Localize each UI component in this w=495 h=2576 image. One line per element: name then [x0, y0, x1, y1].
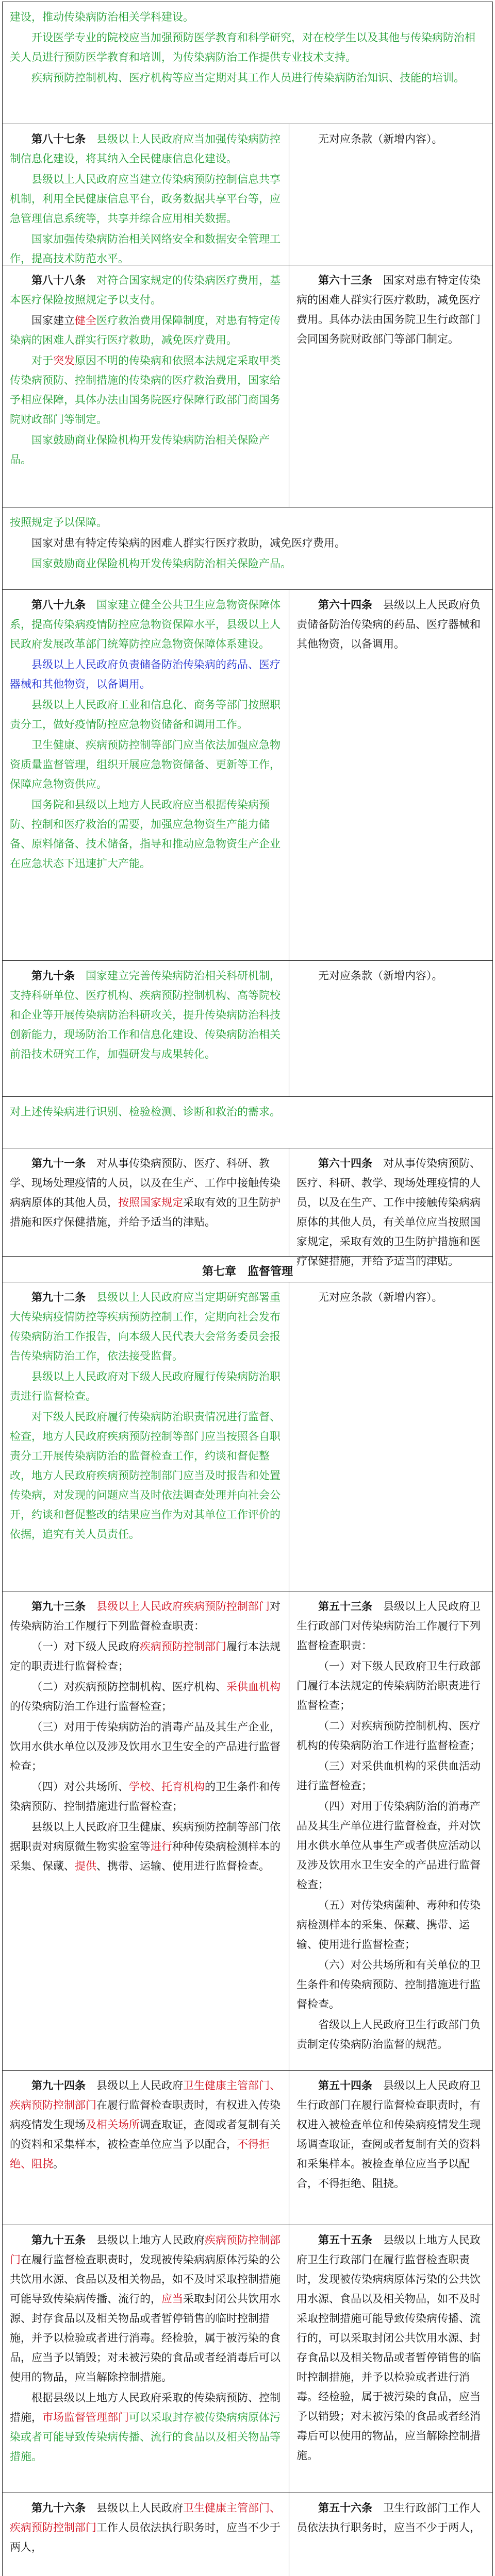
text-segment: 种种传染病检测样本的采集、保藏、 [10, 1840, 280, 1872]
paragraph [10, 1154, 282, 1232]
merged-cell [3, 1097, 492, 1148]
paragraph [10, 1777, 282, 1816]
article-number: 第九十五条 [31, 2233, 86, 2246]
text-segment: 县级以上人民政府应当加强传染病防控制信息化建设，将其纳入全民健康信息化建设。 [10, 133, 280, 165]
paragraph [10, 1287, 282, 1366]
new-law-cell [3, 1282, 289, 1591]
text-segment: 可以采取封存被传染病病原体污染或者可能导致传染病传播、流行的食品以及相关物品等措施。 [10, 2411, 280, 2463]
paragraph [10, 2388, 282, 2466]
paragraph [10, 2498, 282, 2557]
paragraph [296, 1154, 485, 1271]
text-segment: 、携带、运输、使用进行监督检查。 [96, 1860, 270, 1872]
table-row [3, 1148, 492, 1267]
text-segment: 对于 [31, 354, 53, 367]
article-number: 第五十六条 [318, 2501, 372, 2514]
text-segment: 县级以上人民政府 [86, 2502, 183, 2514]
text-segment: （五）对传染病菌种、毒种和传染病检测样本的采集、保藏、携带、运输、使用进行监督检查； [296, 1899, 481, 1951]
paragraph [10, 1817, 282, 1876]
text-segment: （一）对下级人民政府卫生行政部门履行本法规定的传染病防治职责进行监督检查； [296, 1660, 481, 1711]
text-segment: （四）对公共场所、 [31, 1781, 129, 1793]
paragraph [10, 1102, 485, 1122]
paragraph [10, 655, 282, 694]
table-row [3, 124, 492, 265]
text-segment: 采供血机构 [226, 1681, 280, 1693]
text-segment: 卫生行政部门工作人员依法执行职务时，应当不少于两人， [296, 2502, 481, 2534]
text-segment: 工作人员依法执行职务时，应当不少于两人， [10, 2521, 280, 2553]
text-segment: 国务院和县级以上地方人民政府应当根据传染病预防、控制和医疗救治的需要，加强应急物资生产能力储备、原料储备、技术储备，指导和推动应急物资生产企业在应急状态下迅速扩大产能。 [10, 799, 280, 870]
text-segment: 无对应条款（新增内容）。 [318, 133, 443, 145]
article-number: 第五十三条 [318, 1600, 372, 1613]
old-law-cell [289, 265, 492, 507]
text-segment: 原因不明的传染病和依照本法规定采取甲类传染病预防、控制措施的传染病的医疗救治费用，国家给予相应保障，具体办法由国务院医疗保障行政部门商国务院财政部门等制定。 [10, 354, 280, 426]
paragraph [10, 229, 282, 268]
merged-cell [3, 2, 492, 124]
old-law-cell [289, 1282, 492, 1591]
article-number: 第八十七条 [31, 132, 86, 145]
table-row [3, 2, 492, 124]
text-segment: 县级以上人民政府 [86, 2079, 183, 2092]
paragraph [296, 1656, 485, 1715]
text-segment: 突发 [53, 354, 75, 367]
article-number: 第六十四条 [318, 1157, 372, 1170]
text-segment: 市场监督管理部门 [42, 2411, 129, 2424]
paragraph [296, 2076, 485, 2193]
paragraph [10, 351, 282, 429]
new-law-cell [3, 1591, 289, 2070]
paragraph [10, 430, 282, 469]
text-segment: 县级以上人民政府卫生行政部门对传染病防治工作履行下列监督检查职责： [296, 1600, 481, 1652]
text-segment: 国家加强传染病防治相关网络安全和数据安全管理工作，提高技术防范水平。 [10, 233, 280, 265]
old-law-cell [289, 1148, 492, 1267]
paragraph [296, 2015, 485, 2054]
text-segment: 提供 [75, 1860, 96, 1872]
text-segment: 县级以上人民政府疾病预防控制部门 [96, 1600, 270, 1613]
text-segment: 按照规定予以保障。 [10, 516, 107, 529]
text-segment: 根据县级以上地方人民政府采取的传染病预防、控制措施， [10, 2392, 280, 2424]
text-segment: （二）对疾病预防控制机构、医疗机构、 [31, 1681, 226, 1693]
paragraph [296, 129, 485, 149]
table-row [3, 1282, 492, 1591]
chapter-heading: 第七章 监督管理 [202, 1265, 293, 1278]
new-law-cell [3, 2071, 289, 2225]
paragraph [296, 270, 485, 349]
text-segment: 县级以上人民政府负责储备防治传染病的药品、医疗器械和其他物资，以备调用。 [10, 658, 280, 690]
old-law-cell [289, 2493, 492, 2576]
paragraph [296, 966, 485, 986]
article-number: 第六十三条 [318, 274, 372, 286]
text-segment: 县级以上人民政府工业和信息化、商务等部门按照职责分工，做好疫情防控应急物资储备和调用工作。 [10, 699, 280, 731]
old-law-cell [289, 124, 492, 265]
paragraph [10, 2230, 282, 2387]
text-segment: 医疗救治费用保障制度，对患有特定传染病的困难人群实行医疗救助，减免医疗费用。 [10, 314, 280, 346]
article-number: 第九十三条 [31, 1600, 86, 1613]
table-row [3, 1256, 492, 1282]
text-segment: 县级以上人民政府卫生健康、疾病预防控制等部门依据职责对病原微生物实验室等 [10, 1821, 280, 1853]
text-segment: 。 [53, 2158, 64, 2170]
text-segment: 县级以上人民政府对下级人民政府履行传染病防治职责进行监督检查。 [10, 1370, 280, 1402]
article-number: 第八十八条 [31, 274, 86, 286]
new-law-cell [3, 961, 289, 1096]
paragraph [296, 1287, 485, 1307]
text-segment: 及相关场所 [86, 2119, 140, 2131]
text-segment: 采取有效的卫生防护措施和医疗保健措施，并给予适当的津贴。 [10, 1196, 280, 1228]
paragraph [296, 1955, 485, 2014]
paragraph [10, 1717, 282, 1776]
paragraph [10, 2076, 282, 2174]
comparison-table [2, 2, 493, 2576]
table-row [3, 2493, 492, 2576]
text-segment: 卫生健康、疾病预防控制等部门应当依法加强应急物资质量监督管理，组织开展应急物资储备、更新等工作，保障应急物资供应。 [10, 739, 280, 790]
paragraph [10, 7, 485, 27]
table-row [3, 265, 492, 507]
new-law-cell [3, 590, 289, 960]
paragraph [10, 1677, 282, 1716]
text-segment: 对上述传染病进行识别、检验检测、诊断和救治的需求。 [10, 1106, 280, 1118]
text-segment: 对传染病防治工作履行下列监督检查职责： [10, 1600, 280, 1632]
text-segment: 国家建立健全公共卫生应急物资保障体系，提高传染病疫情防控应急物资保障水平，县级以上人民政府发展改革部门统筹防控应急物资保障体系建设。 [10, 599, 280, 650]
text-segment: （三）对采供血机构的采供血活动进行监督检查； [296, 1760, 481, 1792]
paragraph [296, 1597, 485, 1655]
text-segment: 在履行监督检查职责时，发现被传染病病原体污染的公共饮用水源、食品以及相关物品，如不及时采取控制措施可能导致传染病传播、流行的， [10, 2253, 280, 2305]
text-segment: 应当 [161, 2293, 183, 2305]
article-number: 第九十六条 [31, 2501, 86, 2514]
text-segment: 按照国家规定 [118, 1196, 183, 1209]
text-segment: 国家鼓励商业保险机构开发传染病防治相关保险产品。 [10, 434, 270, 466]
text-segment: 疾病预防控制部门 [10, 2234, 280, 2266]
text-segment: 开设医学专业的院校应当加强预防医学教育和科学研究，对在校学生以及其他与传染病防治相关人员进行预防医学教育和培训，为传染病防治工作提供专业技术支持。 [10, 31, 475, 63]
paragraph [10, 513, 485, 532]
paragraph [10, 795, 282, 873]
text-segment: 在履行监督检查职责时，有权进入传染病疫情发生现场 [10, 2099, 280, 2131]
paragraph [10, 595, 282, 654]
text-segment: （三）对用于传染病防治的消毒产品及其生产企业，饮用水供水单位以及涉及饮用水卫生安全的产品进行监督检查； [10, 1721, 280, 1772]
text-segment: 国家建立完善传染病防治相关科研机制，支持科研单位、医疗机构、疾病预防控制机构、高等院校和企业等开展传染病防治科研攻关，提升传染病防治科技创新能力，现场防治工作和信息化建设、传染病防治相关前沿技术研究工作，加强研发与成果转化。 [10, 970, 280, 1060]
article-number: 第九十一条 [31, 1157, 86, 1170]
text-segment: 的传染病防治工作进行监督检查； [10, 1700, 172, 1713]
paragraph [10, 554, 485, 573]
text-segment: （六）对公共场所和有关单位的卫生条件和传染病预防、控制措施进行监督检查。 [296, 1959, 481, 2010]
text-segment: 省级以上人民政府卫生行政部门负责制定传染病防治监督的规范。 [296, 2019, 481, 2050]
new-law-cell [3, 265, 289, 507]
text-segment: 县级以上地方人民政府卫生行政部门在履行监督检查职责时，发现被传染病病原体污染的公共饮用水源、食品以及相关物品，如不及时采取控制措施可能导致传染病传播、流行的，可以采取封闭公共饮用水源、封存食品以及相关物品或者暂停销售的临时控制措施，并予以检验或者进行消毒。经检验，属于被污染的食品，应当予以销毁；对未被污染的食品或者经消毒后可以使用的物品，应当解除控制措施。 [296, 2234, 481, 2462]
table-row [3, 589, 492, 960]
text-segment: 对符合国家规定的传染病医疗费用，基本医疗保险按照规定予以支付。 [10, 274, 280, 306]
text-segment: 国家建立 [31, 314, 75, 327]
text-segment: 对下级人民政府履行传染病防治职责情况进行监督、检查，地方人民政府疾病预防控制等部门应当按照各自职责分工开展传染病防治的监督检查工作，约谈和督促整改，地方人民政府疾病预防控制部门应当及时报告和处置传染病，对发现的问题应当及时依法调查处理并向社会公开，约谈和督促整改的结果应当作为对其单位工作评价的依据，追究有关人员责任。 [10, 1411, 280, 1540]
text-segment: 县级以上人民政府卫生行政部门在履行监督检查职责时，有权进入被检查单位和传染病疫情发生现场调查取证，查阅或者复制有关的资料和采集样本。被检查单位应当予以配合，不得拒绝、阻挠。 [296, 2079, 481, 2190]
text-segment: 县级以上人民政府应当建立传染病预防控制信息共享机制，利用全民健康信息平台，政务数据共享平台等，应急管理信息系统等，共享并综合应用相关数据。 [10, 173, 280, 225]
text-segment: 卫生健康主管部门、疾病预防控制部门 [10, 2502, 280, 2534]
text-segment: 无对应条款（新增内容）。 [318, 1291, 443, 1303]
table-row [3, 960, 492, 1096]
text-segment: 卫生健康主管部门、疾病预防控制部门 [10, 2079, 280, 2111]
paragraph [10, 1637, 282, 1676]
text-segment: 采取封闭公共饮用水源、封存食品以及相关物品或者暂停销售的临时控制措施，并予以检验或者进行消毒。经检验，属于被污染的食品，应当予以销毁；对未被污染的食品或者经消毒后可以使用的物品，应当解除控制措施。 [10, 2293, 280, 2383]
text-segment: 学校、托育机构 [129, 1781, 205, 1793]
paragraph [10, 966, 282, 1064]
table-row [3, 507, 492, 589]
article-number: 第五十五条 [318, 2233, 372, 2246]
text-segment: 不得拒绝、阻挠 [10, 2138, 270, 2170]
old-law-cell [289, 1591, 492, 2070]
text-segment: 县级以上地方人民政府 [86, 2234, 205, 2246]
paragraph [296, 1797, 485, 1894]
text-segment: 县级以上人民政府应当定期研究部署重大传染病疫情防控等疾病预防控制工作，定期向社会发布传染病防治工作报告，向本级人民代表大会常务委员会报告传染病防治工作，依法接受监督。 [10, 1291, 280, 1362]
text-segment: 疾病预防控制部门 [140, 1640, 226, 1653]
paragraph [10, 695, 282, 734]
paragraph [296, 1895, 485, 1954]
paragraph [10, 735, 282, 794]
text-segment: 履行本法规定的职责进行监督检查； [10, 1640, 280, 1672]
paragraph [10, 270, 282, 310]
text-segment: 对从事传染病预防、医疗、科研、教学、现场处理疫情的人员，以及在生产、工作中接触传染病病原体的其他人员，有关单位应当按照国家规定，采取有效的卫生防护措施和医疗保健措施，并给予适当的津贴。 [296, 1157, 481, 1267]
text-segment: 国家鼓励商业保险机构开发传染病防治相关保险产品。 [31, 557, 291, 570]
paragraph [10, 28, 485, 67]
new-law-cell [3, 2225, 289, 2493]
paragraph [10, 1407, 282, 1544]
text-segment: 的卫生条件和传染病预防、控制措施进行监督检查； [10, 1781, 280, 1812]
text-segment: 对从事传染病预防、医疗、科研、教学、现场处理疫情的人员，以及在生产、工作中接触传染病病原体的其他人员， [10, 1157, 280, 1209]
paragraph [10, 68, 485, 88]
paragraph [10, 129, 282, 168]
article-number: 第九十二条 [31, 1291, 86, 1303]
paragraph [10, 170, 282, 228]
text-segment [86, 1600, 96, 1613]
text-segment: 国家对患有特定传染病的困难人群实行医疗救助，减免医疗费用。 [31, 537, 345, 549]
old-law-cell [289, 961, 492, 1096]
text-segment: 疾病预防控制机构、医疗机构等应当定期对其工作人员进行传染病防治知识、技能的培训。 [31, 72, 465, 84]
old-law-cell [289, 2225, 492, 2493]
paragraph [10, 311, 282, 350]
article-number: 第六十四条 [318, 598, 372, 611]
text-segment: 进行 [151, 1840, 172, 1853]
text-segment: 调查取证，查阅或者复制有关的资料和采集样本，被检查单位应当予以配合， [10, 2119, 280, 2150]
text-segment: 健全 [75, 314, 96, 327]
text-segment: （二）对疾病预防控制机构、医疗机构的传染病防治工作进行监督检查； [296, 1720, 481, 1752]
paragraph [296, 1756, 485, 1795]
paragraph [10, 1597, 282, 1636]
text-segment: 国家对患有特定传染病的困难人群实行医疗救助，减免医疗费用。具体办法由国务院卫生行政部门会同国务院财政部门等部门制定。 [296, 274, 481, 345]
text-segment: 无对应条款（新增内容）。 [318, 970, 443, 982]
table-row [3, 1591, 492, 2070]
article-number: 第九十条 [31, 969, 75, 982]
text-segment: 县级以上人民政府负责储备防治传染病的药品、医疗器械和其他物资，以备调用。 [296, 599, 481, 650]
article-number: 第五十四条 [318, 2079, 372, 2092]
table-row [3, 2070, 492, 2225]
text-segment: 建设，推动传染病防治相关学科建设。 [10, 11, 194, 23]
paragraph [296, 1716, 485, 1755]
text-segment [86, 274, 96, 286]
new-law-cell [3, 124, 289, 265]
table-row [3, 1096, 492, 1148]
paragraph [10, 533, 485, 553]
paragraph [296, 2498, 485, 2537]
merged-cell [3, 507, 492, 589]
table-row [3, 2225, 492, 2493]
old-law-cell [289, 2071, 492, 2225]
article-number: 第九十四条 [31, 2079, 86, 2092]
new-law-cell [3, 1148, 289, 1256]
paragraph [296, 2230, 485, 2465]
article-number: 第八十九条 [31, 598, 86, 611]
paragraph [296, 595, 485, 654]
text-segment: （四）对用于传染病防治的消毒产品及其生产单位进行监督检查，并对饮用水供水单位从事生产或者供应活动以及涉及饮用水卫生安全的产品进行监督检查； [296, 1800, 481, 1891]
new-law-cell [3, 2493, 289, 2576]
paragraph [10, 1367, 282, 1406]
old-law-cell [289, 590, 492, 960]
text-segment: （一）对下级人民政府 [31, 1640, 140, 1653]
